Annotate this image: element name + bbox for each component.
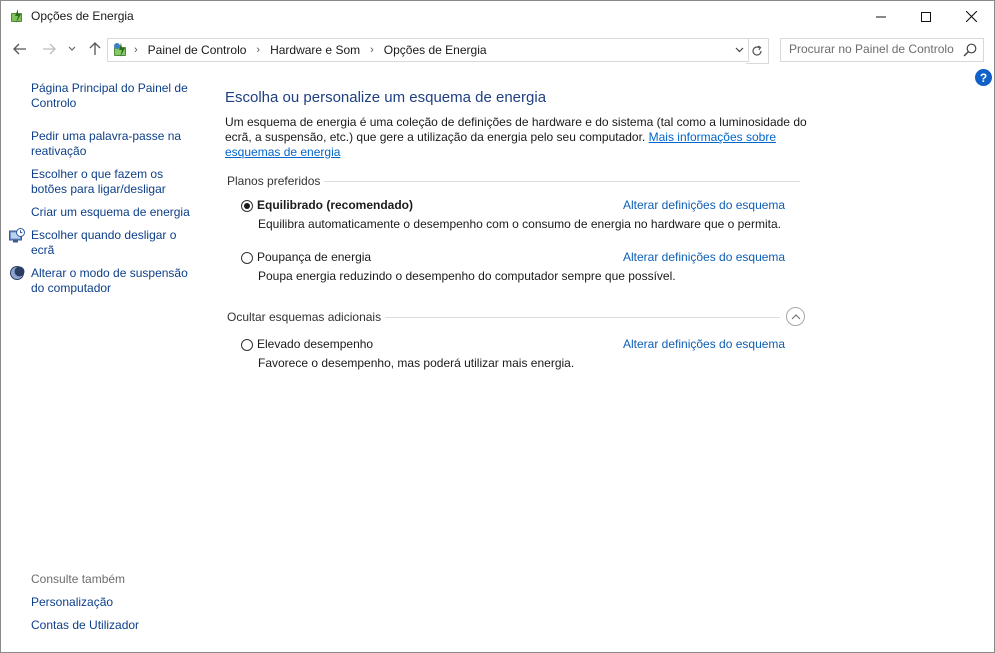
plan-balanced-change-settings-link[interactable]: Alterar definições do esquema <box>623 198 786 212</box>
plan-high-performance-change-settings-link[interactable]: Alterar definições do esquema <box>623 337 786 351</box>
intro-body: Um esquema de energia é uma coleção de definições de hardware e do sistema (tal como a luminosidade do ecrã, a suspensão, etc.) que gere a utilização da energia pelo seu computador. <box>225 115 807 144</box>
close-button[interactable] <box>948 1 994 32</box>
display-clock-icon <box>9 228 25 244</box>
back-button[interactable] <box>10 39 30 59</box>
title-bar <box>1 1 994 32</box>
plan-high-performance-radio[interactable] <box>241 339 253 351</box>
plan-power-saver-description: Poupa energia reduzindo o desempenho do computador sempre que possível. <box>258 269 676 283</box>
refresh-icon <box>751 45 763 57</box>
plan-balanced-name[interactable]: Equilibrado (recomendado) <box>257 198 414 212</box>
recent-locations-button[interactable] <box>65 39 79 59</box>
arrow-up-icon <box>89 42 101 56</box>
plan-high-performance-description: Favorece o desempenho, mas poderá utilizar mais energia. <box>258 356 575 370</box>
breadcrumb-hardware-sound[interactable]: Hardware e Som <box>270 43 361 57</box>
minimize-button[interactable] <box>858 1 904 32</box>
maximize-button[interactable] <box>903 1 949 32</box>
sidebar-link-turn-off-display[interactable]: Escolher quando desligar o ecrã <box>31 228 177 257</box>
chevron-up-icon <box>791 313 801 320</box>
arrow-right-icon <box>42 43 56 55</box>
chevron-right-icon: › <box>134 44 138 56</box>
plan-power-saver-radio[interactable] <box>241 252 253 264</box>
window-title: Opções de Energia <box>31 9 134 23</box>
control-panel-icon <box>111 41 129 59</box>
plan-high-performance-name[interactable]: Elevado desempenho <box>257 337 374 351</box>
see-also-personalization[interactable]: Personalização <box>31 595 114 609</box>
more-info-link[interactable]: Mais informações sobre esquemas de energia <box>225 130 777 159</box>
see-also-user-accounts[interactable]: Contas de Utilizador <box>31 618 140 632</box>
minimize-icon <box>876 12 886 22</box>
sidebar-link-require-password[interactable]: Pedir uma palavra-passe na reativação <box>31 129 182 158</box>
breadcrumb <box>130 39 487 61</box>
search-input[interactable] <box>781 39 959 59</box>
breadcrumb-control-panel[interactable]: Painel de Controlo <box>147 43 247 57</box>
collapse-additional-plans-button[interactable] <box>786 307 805 326</box>
sleep-moon-icon <box>9 265 25 281</box>
maximize-icon <box>921 12 931 22</box>
search-icon <box>962 42 978 58</box>
refresh-button[interactable] <box>746 38 769 64</box>
hide-additional-plans-label[interactable]: Ocultar esquemas adicionais <box>227 310 382 324</box>
divider <box>385 317 780 318</box>
plan-power-saver-change-settings-link[interactable]: Alterar definições do esquema <box>623 250 786 264</box>
arrow-left-icon <box>13 43 27 55</box>
preferred-plans-label: Planos preferidos <box>227 174 321 188</box>
intro-text <box>225 115 810 160</box>
plan-power-saver-name[interactable]: Poupança de energia <box>257 250 372 264</box>
sidebar-link-sleep-settings[interactable]: Alterar o modo de suspensão do computador <box>31 266 188 295</box>
sidebar-link-control-panel-home[interactable]: Página Principal do Painel de Controlo <box>31 81 188 110</box>
forward-button[interactable] <box>39 39 59 59</box>
sidebar-link-power-buttons[interactable]: Escolher o que fazem os botões para ligar/desligar <box>31 167 166 196</box>
sidebar-link-create-plan[interactable]: Criar um esquema de energia <box>31 205 190 219</box>
chevron-down-icon <box>68 46 76 52</box>
page-title: Escolha ou personalize um esquema de energia <box>225 89 547 106</box>
chevron-down-icon <box>735 47 744 53</box>
divider <box>324 181 800 182</box>
help-button[interactable]: ? <box>975 69 992 86</box>
breadcrumb-power-options[interactable]: Opções de Energia <box>383 43 487 57</box>
power-options-icon <box>9 8 25 24</box>
chevron-right-icon[interactable]: › <box>370 44 374 56</box>
navigation-bar <box>1 35 994 63</box>
up-button[interactable] <box>85 39 105 59</box>
search-box[interactable] <box>780 38 984 62</box>
see-also-heading: Consulte também <box>31 572 126 586</box>
address-dropdown-button[interactable] <box>732 39 746 61</box>
chevron-right-icon[interactable]: › <box>256 44 261 56</box>
plan-balanced-description: Equilibra automaticamente o desempenho com o consumo de energia no hardware que o permita. <box>258 217 781 231</box>
address-bar[interactable] <box>107 38 749 62</box>
plan-balanced-radio[interactable] <box>241 200 253 212</box>
close-icon <box>966 11 977 22</box>
